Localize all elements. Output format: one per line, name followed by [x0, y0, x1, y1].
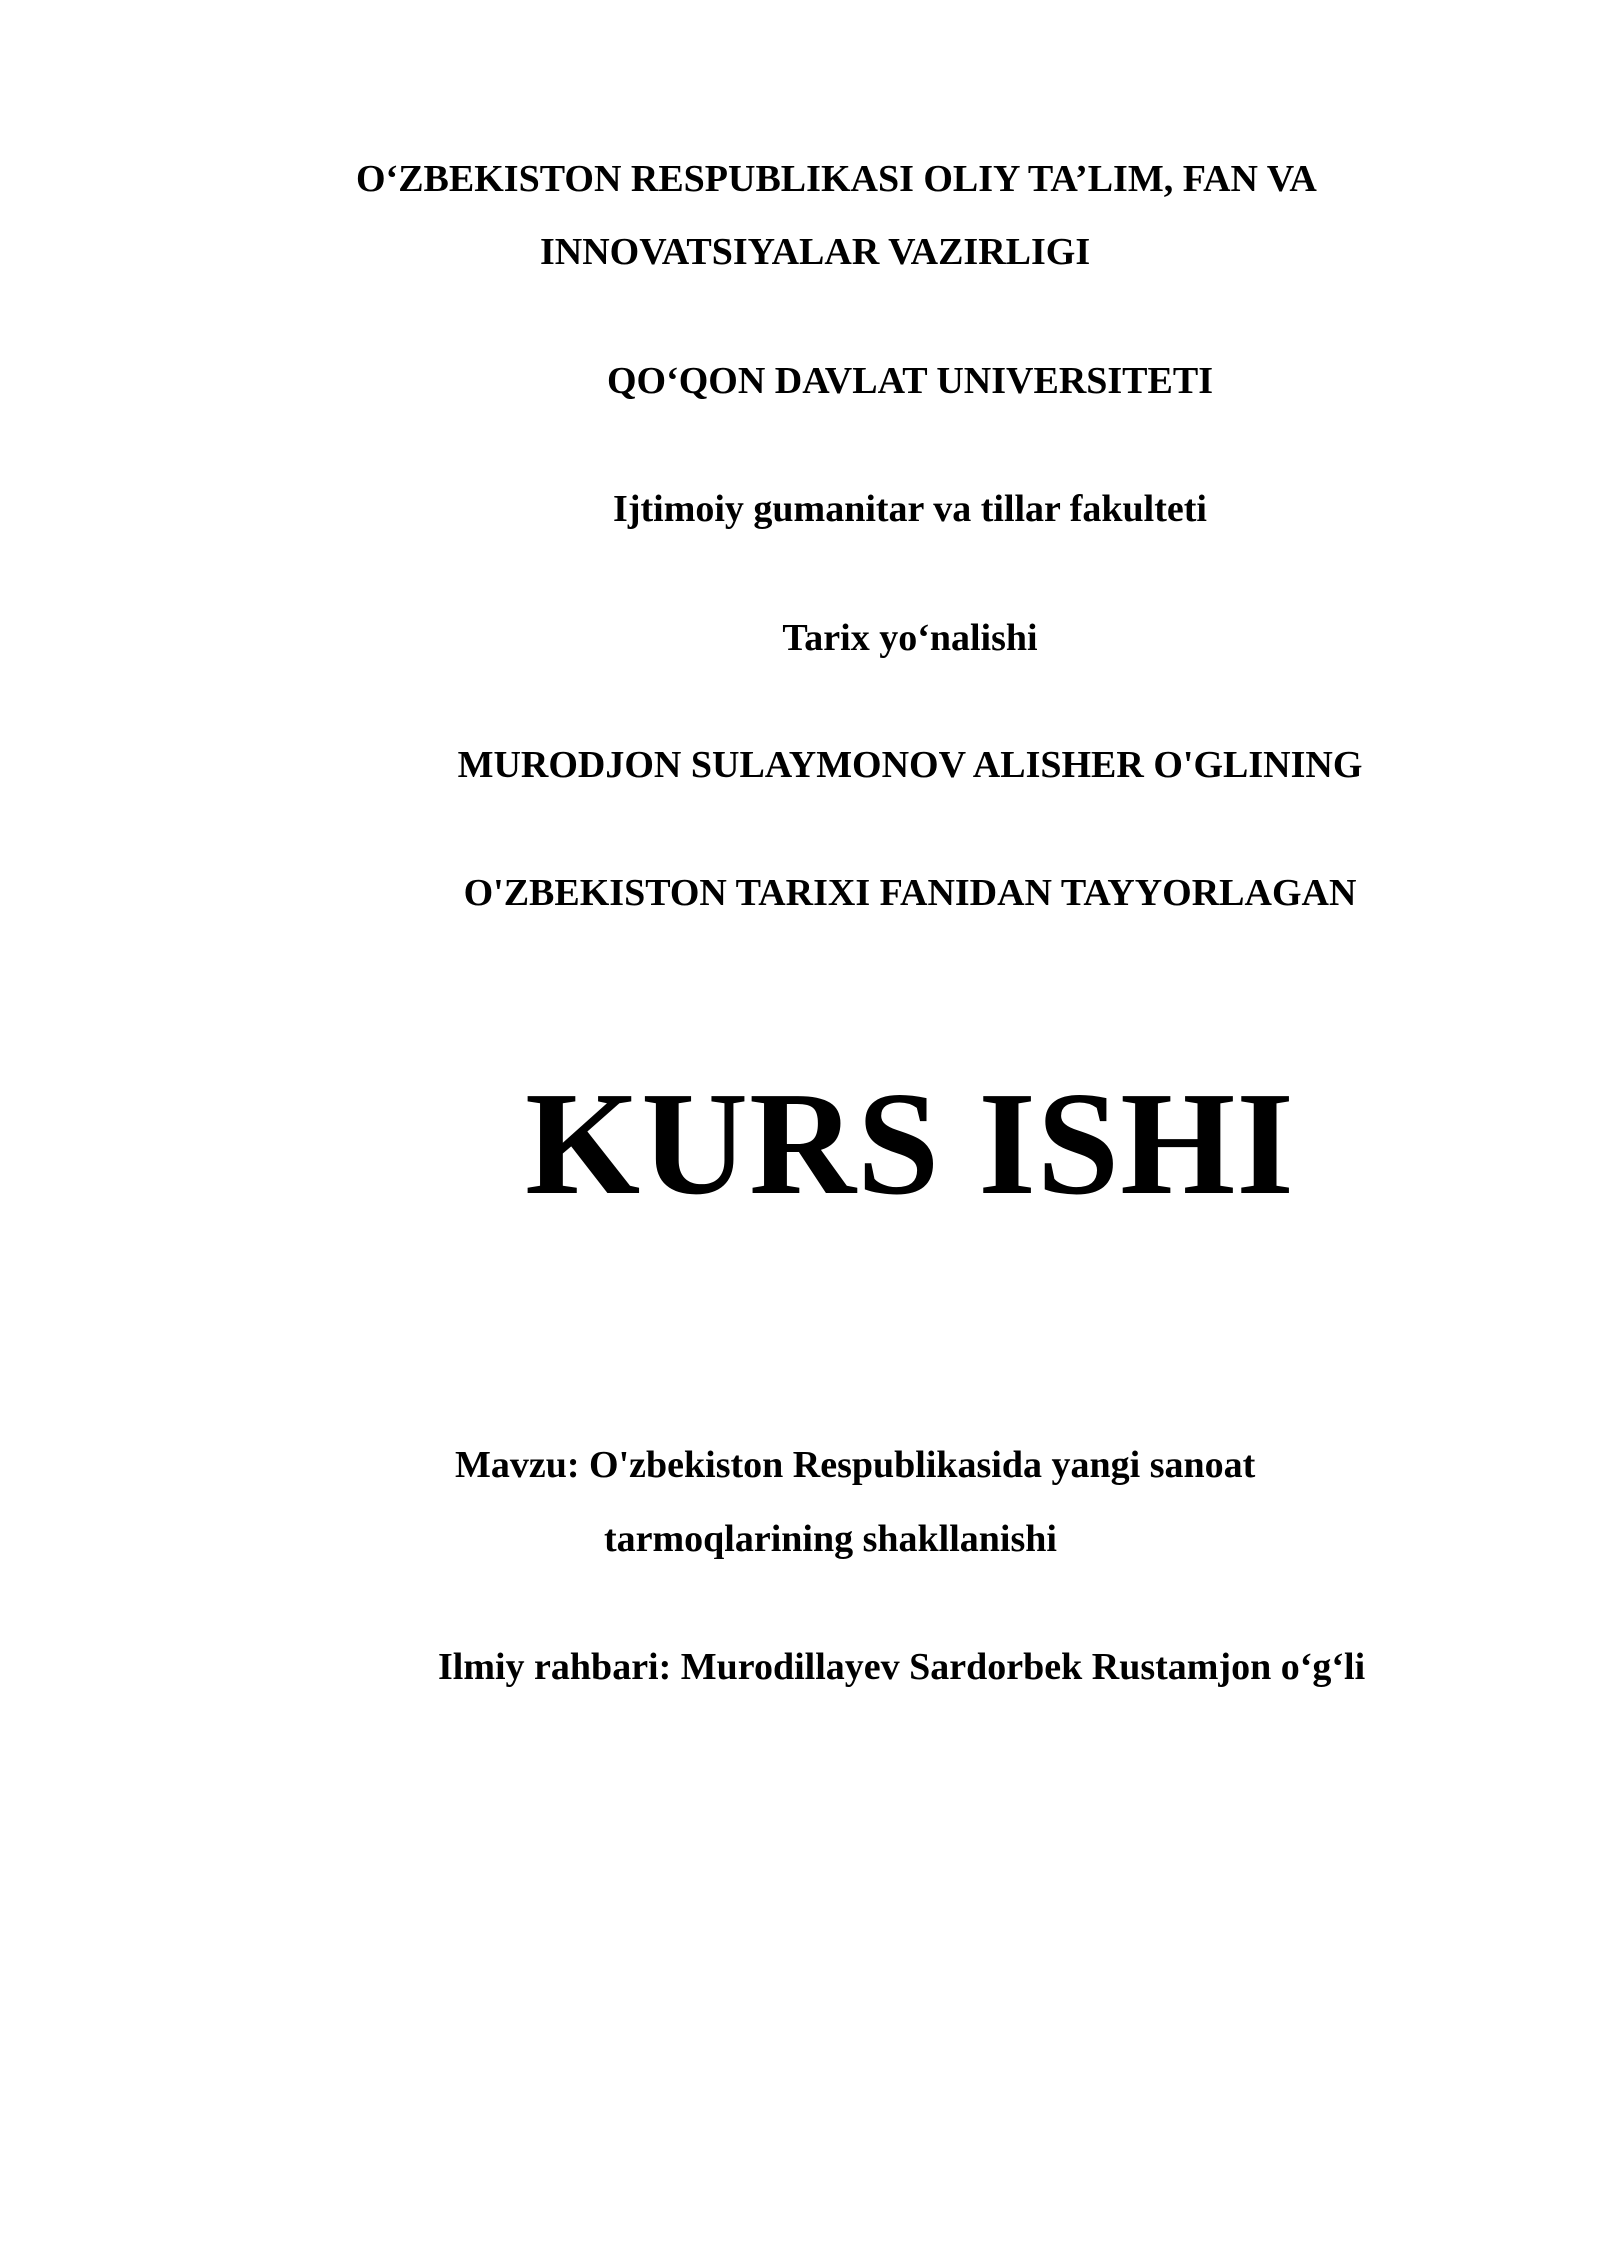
document-title: KURS ISHI: [525, 1062, 1295, 1226]
ministry-line-1: O‘ZBEKISTON RESPUBLIKASI OLIY TA’LIM, FAN VA: [356, 158, 1317, 200]
university-name: QO‘QON DAVLAT UNIVERSITETI: [606, 360, 1214, 402]
faculty-name: Ijtimoiy gumanitar va tillar fakulteti: [613, 488, 1207, 530]
student-line: MURODJON SULAYMONOV ALISHER O'GLINING: [457, 744, 1363, 786]
ministry-line-2: INNOVATSIYALAR VAZIRLIGI: [540, 231, 1091, 273]
topic-line-2: tarmoqlarining shakllanishi: [604, 1518, 1057, 1560]
subject-line: O'ZBEKISTON TARIXI FANIDAN TAYYORLAGAN: [463, 872, 1357, 914]
supervisor-line: Ilmiy rahbari: Murodillayev Sardorbek Rustamjon o‘g‘li: [438, 1646, 1366, 1688]
topic-line-1: Mavzu: O'zbekiston Respublikasida yangi sanoat: [455, 1444, 1256, 1486]
direction-name: Tarix yo‘nalishi: [782, 617, 1038, 659]
